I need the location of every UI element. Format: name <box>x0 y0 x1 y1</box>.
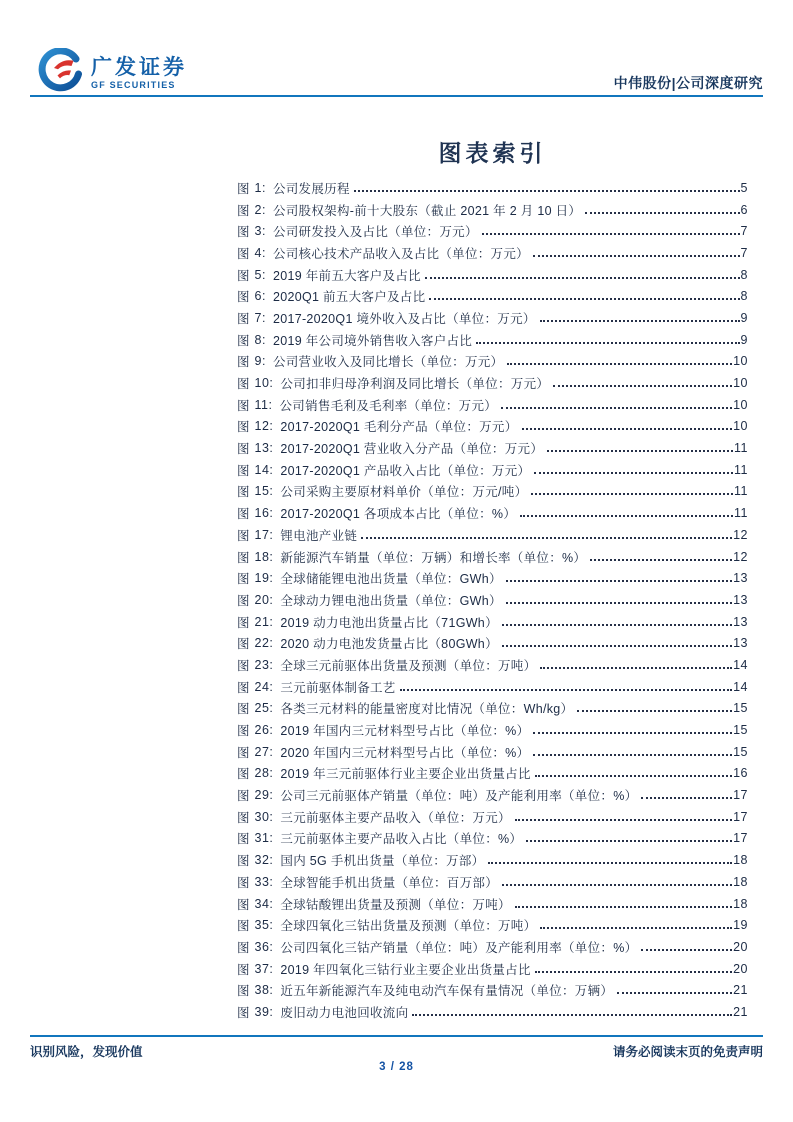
toc-entry-label: 三元前驱体制备工艺 <box>280 680 396 695</box>
toc-entry-label: 公司发展历程 <box>272 181 350 196</box>
toc-entry-page: 13 <box>733 636 748 651</box>
toc-entry-fig-word: 图 <box>237 897 250 912</box>
toc-entry-fig-word: 图 <box>237 854 250 869</box>
toc-entry-number: 39: <box>254 1004 274 1019</box>
toc-entry-number: 13: <box>254 441 274 456</box>
toc-entry-fig-word: 图 <box>237 593 250 608</box>
toc-entry-fig-word: 图 <box>237 355 250 370</box>
dot-leader <box>515 906 732 908</box>
toc-entry-label: 全球动力锂电池出货量（单位：GWh） <box>280 593 502 608</box>
toc-entry-page: 9 <box>740 310 748 325</box>
toc-entry-label: 公司核心技术产品收入及占比（单位：万元） <box>272 246 529 261</box>
toc-entry-fig-word: 图 <box>237 311 250 326</box>
toc-entry-page: 12 <box>733 549 748 564</box>
toc-entry[interactable] <box>237 242 748 264</box>
toc-entry[interactable] <box>237 914 748 936</box>
toc-entry-fig-word: 图 <box>237 528 250 543</box>
toc-entry-fig-word: 图 <box>237 377 250 392</box>
page-number: 3 / 28 <box>379 1061 414 1073</box>
toc-entry-page: 6 <box>740 202 748 217</box>
toc-entry-label: 2019 年四氧化三钴行业主要企业出货量占比 <box>280 962 531 977</box>
toc-entry[interactable] <box>237 979 748 1001</box>
toc-entry-number: 22: <box>254 636 274 651</box>
dot-leader <box>502 624 732 626</box>
toc-entry-page: 5 <box>740 180 748 195</box>
toc-entry-label: 全球三元前驱体出货量及预测（单位：万吨） <box>280 658 537 673</box>
page-title: 图表索引 <box>438 140 547 166</box>
toc-entry-number: 18: <box>254 549 274 564</box>
toc-entry-number: 27: <box>254 744 274 759</box>
toc-entry-page: 17 <box>733 788 748 803</box>
dot-leader <box>533 754 732 756</box>
toc-entry-fig-word: 图 <box>237 745 250 760</box>
toc-entry-label: 公司销售毛利及毛利率（单位：万元） <box>279 398 498 413</box>
toc-entry-fig-word: 图 <box>237 463 250 478</box>
dot-leader <box>502 645 732 647</box>
toc-entry[interactable] <box>237 459 748 481</box>
toc-entry[interactable] <box>237 329 748 351</box>
dot-leader <box>506 602 732 604</box>
toc-entry-fig-word: 图 <box>237 940 250 955</box>
toc-entry-fig-word: 图 <box>237 225 250 240</box>
toc-entry[interactable] <box>237 654 748 676</box>
toc-entry-page: 8 <box>740 289 748 304</box>
toc-entry-page: 14 <box>733 657 748 672</box>
toc-entry-label: 2019 年前五大客户及占比 <box>272 268 421 283</box>
footer-slogan: 识别风险，发现价值 <box>30 1045 143 1059</box>
toc-entry-number: 34: <box>254 896 274 911</box>
toc-entry-label: 2020 动力电池发货量占比（80GWh） <box>280 637 498 652</box>
toc-entry-page: 13 <box>733 614 748 629</box>
dot-leader <box>400 689 732 691</box>
dot-leader <box>531 493 733 495</box>
toc-entry-label: 全球四氧化三钴出货量及预测（单位：万吨） <box>280 919 537 934</box>
toc-entry-label: 2017-2020Q1 境外收入及占比（单位：万元） <box>272 311 536 326</box>
toc-entry-page: 7 <box>740 224 748 239</box>
figure-index-list <box>237 177 748 1023</box>
toc-entry-fig-word: 图 <box>237 658 250 673</box>
toc-entry-fig-word: 图 <box>237 290 250 305</box>
toc-entry-fig-word: 图 <box>237 442 250 457</box>
toc-entry-label: 全球钴酸锂出货量及预测（单位：万吨） <box>280 897 511 912</box>
dot-leader <box>501 407 732 409</box>
toc-entry-number: 10: <box>254 376 274 391</box>
toc-entry-number: 20: <box>254 592 274 607</box>
toc-entry-number: 19: <box>254 571 274 586</box>
toc-entry-number: 38: <box>254 983 274 998</box>
footer-divider <box>30 1035 763 1037</box>
toc-entry-page: 10 <box>733 376 748 391</box>
dot-leader <box>617 992 732 994</box>
toc-entry-page: 18 <box>733 874 748 889</box>
dot-leader <box>553 385 732 387</box>
toc-entry-page: 20 <box>733 939 748 954</box>
dot-leader <box>641 797 732 799</box>
dot-leader <box>425 277 740 279</box>
dot-leader <box>515 819 732 821</box>
toc-entry-page: 20 <box>733 961 748 976</box>
toc-entry-number: 14: <box>254 462 274 477</box>
dot-leader <box>354 190 740 192</box>
toc-entry-label: 2017-2020Q1 各项成本占比（单位：%） <box>280 507 517 522</box>
toc-entry-label: 国内 5G 手机出货量（单位：万部） <box>280 854 485 869</box>
toc-entry[interactable] <box>237 849 748 871</box>
toc-entry[interactable] <box>237 698 748 720</box>
toc-entry-number: 6: <box>254 289 266 304</box>
toc-entry[interactable] <box>237 611 748 633</box>
toc-entry-number: 23: <box>254 657 274 672</box>
toc-entry[interactable] <box>237 632 748 654</box>
toc-entry-label: 锂电池产业链 <box>280 528 358 543</box>
toc-entry-page: 19 <box>733 918 748 933</box>
toc-entry-page: 18 <box>733 896 748 911</box>
toc-entry[interactable] <box>237 220 748 242</box>
dot-leader <box>412 1014 732 1016</box>
dot-leader <box>429 298 739 300</box>
toc-entry-page: 21 <box>733 983 748 998</box>
dot-leader <box>522 428 733 430</box>
toc-entry-label: 2020 年国内三元材料型号占比（单位：%） <box>280 745 530 760</box>
toc-entry-page: 18 <box>733 853 748 868</box>
page-footer <box>30 1042 763 1060</box>
toc-entry-page: 9 <box>740 332 748 347</box>
gf-securities-logo <box>38 48 187 99</box>
toc-entry-fig-word: 图 <box>237 724 250 739</box>
toc-entry-number: 2: <box>254 202 266 217</box>
toc-entry[interactable] <box>237 806 748 828</box>
dot-leader <box>585 212 739 214</box>
dot-leader <box>540 667 732 669</box>
toc-entry-page: 7 <box>740 245 748 260</box>
toc-entry-label: 各类三元材料的能量密度对比情况（单位：Wh/kg） <box>280 702 574 717</box>
toc-entry-number: 33: <box>254 874 274 889</box>
toc-entry-page: 8 <box>740 267 748 282</box>
dot-leader <box>482 233 740 235</box>
logo-wordmark <box>91 57 187 90</box>
toc-entry-label: 2019 动力电池出货量占比（71GWh） <box>280 615 498 630</box>
dot-leader <box>361 537 732 539</box>
toc-entry-fig-word: 图 <box>237 810 250 825</box>
dot-leader <box>488 862 732 864</box>
toc-entry[interactable] <box>237 285 748 307</box>
toc-entry-page: 11 <box>734 462 748 477</box>
toc-entry-label: 2019 年三元前驱体行业主要企业出货量占比 <box>280 767 531 782</box>
toc-entry-fig-word: 图 <box>237 637 250 652</box>
toc-entry[interactable] <box>237 784 748 806</box>
toc-entry-fig-word: 图 <box>237 420 250 435</box>
toc-entry-label: 2017-2020Q1 营业收入分产品（单位：万元） <box>280 442 544 457</box>
toc-entry-label: 废旧动力电池回收流向 <box>280 1005 409 1020</box>
toc-entry-label: 近五年新能源汽车及纯电动汽车保有量情况（单位：万辆） <box>280 984 614 999</box>
dot-leader <box>535 971 732 973</box>
toc-entry-page: 10 <box>733 354 748 369</box>
toc-entry-label: 2019 年国内三元材料型号占比（单位：%） <box>280 724 530 739</box>
toc-entry[interactable] <box>237 936 748 958</box>
dot-leader <box>520 515 733 517</box>
toc-entry-number: 17: <box>254 527 274 542</box>
toc-entry-label: 新能源汽车销量（单位：万辆）和增长率（单位：%） <box>280 550 587 565</box>
toc-entry[interactable] <box>237 676 748 698</box>
dot-leader <box>533 732 732 734</box>
toc-entry-number: 24: <box>254 679 274 694</box>
toc-entry[interactable] <box>237 502 748 524</box>
toc-entry-page: 13 <box>733 592 748 607</box>
toc-entry-label: 公司营业收入及同比增长（单位：万元） <box>272 355 504 370</box>
toc-entry[interactable] <box>237 828 748 850</box>
toc-entry-number: 32: <box>254 853 274 868</box>
toc-entry[interactable] <box>237 351 748 373</box>
dot-leader <box>526 840 732 842</box>
toc-entry-label: 2017-2020Q1 毛利分产品（单位：万元） <box>280 420 518 435</box>
toc-entry-page: 11 <box>734 506 748 521</box>
dot-leader <box>507 363 732 365</box>
toc-entry-label: 2017-2020Q1 产品收入占比（单位：万元） <box>280 463 531 478</box>
toc-entry-page: 11 <box>734 441 748 456</box>
toc-entry-label: 全球储能锂电池出货量（单位：GWh） <box>280 572 502 587</box>
toc-entry-label: 三元前驱体主要产品收入（单位：万元） <box>280 810 511 825</box>
dot-leader <box>540 320 740 322</box>
toc-entry-number: 5: <box>254 267 266 282</box>
toc-entry-label: 全球智能手机出货量（单位：百万部） <box>280 875 499 890</box>
toc-entry-fig-word: 图 <box>237 875 250 890</box>
toc-entry-number: 8: <box>254 332 266 347</box>
dot-leader <box>534 472 733 474</box>
dot-leader <box>641 949 732 951</box>
toc-entry-fig-word: 图 <box>237 507 250 522</box>
toc-entry-number: 30: <box>254 809 274 824</box>
toc-entry[interactable] <box>237 307 748 329</box>
content-column <box>237 140 748 1023</box>
dot-leader <box>535 775 732 777</box>
dot-leader <box>540 927 732 929</box>
toc-entry[interactable] <box>237 199 748 221</box>
toc-entry-page: 10 <box>733 419 748 434</box>
toc-entry-fig-word: 图 <box>237 789 250 804</box>
toc-entry-label: 2019 年公司境外销售收入客户占比 <box>272 333 473 348</box>
toc-entry-fig-word: 图 <box>237 1005 250 1020</box>
toc-entry-number: 11: <box>254 397 273 412</box>
header-divider <box>30 95 763 97</box>
toc-entry-fig-word: 图 <box>237 268 250 283</box>
toc-entry[interactable] <box>237 1001 748 1023</box>
toc-entry[interactable] <box>237 719 748 741</box>
toc-entry-number: 16: <box>254 506 274 521</box>
toc-entry-page: 10 <box>733 397 748 412</box>
toc-entry-number: 26: <box>254 723 274 738</box>
toc-entry-fig-word: 图 <box>237 832 250 847</box>
toc-entry-number: 4: <box>254 245 266 260</box>
toc-entry-number: 36: <box>254 939 274 954</box>
toc-entry-label: 公司股权架构-前十大股东（截止 2021 年 2 月 10 日） <box>272 203 582 218</box>
toc-entry[interactable] <box>237 177 748 199</box>
footer-disclaimer-note: 请务必阅读末页的免责声明 <box>612 1045 763 1059</box>
toc-entry-number: 9: <box>254 354 266 369</box>
toc-entry[interactable] <box>237 524 748 546</box>
toc-entry-fig-word: 图 <box>237 984 250 999</box>
toc-entry[interactable] <box>237 958 748 980</box>
toc-entry-fig-word: 图 <box>237 680 250 695</box>
dot-leader <box>577 710 732 712</box>
toc-entry-number: 25: <box>254 701 274 716</box>
toc-entry-page: 14 <box>733 679 748 694</box>
toc-entry-fig-word: 图 <box>237 962 250 977</box>
toc-entry-number: 35: <box>254 918 274 933</box>
toc-entry-fig-word: 图 <box>237 203 250 218</box>
toc-entry-number: 3: <box>254 224 266 239</box>
toc-entry[interactable] <box>237 264 748 286</box>
toc-entry-label: 公司研发投入及占比（单位：万元） <box>272 225 478 240</box>
toc-entry-label: 公司扣非归母净利润及同比增长（单位：万元） <box>280 377 550 392</box>
toc-entry-label: 公司四氧化三钴产销量（单位：吨）及产能利用率（单位：%） <box>280 940 638 955</box>
toc-entry[interactable] <box>237 416 748 438</box>
report-subject: 中伟股份|公司深度研究 <box>613 75 763 91</box>
toc-entry[interactable] <box>237 481 748 503</box>
toc-entry[interactable] <box>237 546 748 568</box>
toc-entry-page: 21 <box>733 1004 748 1019</box>
toc-entry-number: 12: <box>254 419 274 434</box>
toc-entry-page: 16 <box>733 766 748 781</box>
logo-brand-en: GF SECURITIES <box>91 80 176 90</box>
toc-entry-label: 2020Q1 前五大客户及占比 <box>272 290 426 305</box>
toc-entry-fig-word: 图 <box>237 485 250 500</box>
toc-entry[interactable] <box>237 741 748 763</box>
toc-entry-fig-word: 图 <box>237 246 250 261</box>
toc-entry-number: 7: <box>254 310 266 325</box>
toc-entry-page: 12 <box>733 527 748 542</box>
toc-entry-number: 15: <box>254 484 274 499</box>
toc-entry-fig-word: 图 <box>237 767 250 782</box>
toc-entry[interactable] <box>237 437 748 459</box>
toc-entry-fig-word: 图 <box>237 702 250 717</box>
toc-entry-page: 13 <box>733 571 748 586</box>
toc-entry-fig-word: 图 <box>237 572 250 587</box>
toc-entry-page: 15 <box>733 744 748 759</box>
logo-brand-cn: 广发证券 <box>91 56 187 79</box>
toc-entry[interactable] <box>237 372 748 394</box>
toc-entry-page: 17 <box>733 809 748 824</box>
toc-entry-fig-word: 图 <box>237 398 250 413</box>
toc-entry-page: 15 <box>733 723 748 738</box>
dot-leader <box>533 255 740 257</box>
dot-leader <box>547 450 733 452</box>
toc-entry-fig-word: 图 <box>237 919 250 934</box>
toc-entry-number: 28: <box>254 766 274 781</box>
toc-entry-number: 1: <box>254 180 266 195</box>
toc-entry[interactable] <box>237 567 748 589</box>
toc-entry-page: 15 <box>733 701 748 716</box>
toc-entry[interactable] <box>237 893 748 915</box>
toc-entry-label: 公司采购主要原材料单价（单位：万元/吨） <box>280 485 528 500</box>
toc-entry-page: 17 <box>733 831 748 846</box>
toc-entry-page: 11 <box>734 484 748 499</box>
toc-entry-number: 29: <box>254 788 274 803</box>
gf-logo-icon <box>38 48 84 99</box>
toc-entry-number: 31: <box>254 831 274 846</box>
toc-entry-label: 三元前驱体主要产品收入占比（单位：%） <box>280 832 523 847</box>
toc-entry[interactable] <box>237 871 748 893</box>
toc-entry-fig-word: 图 <box>237 550 250 565</box>
toc-entry[interactable] <box>237 394 748 416</box>
dot-leader <box>506 580 732 582</box>
toc-entry-number: 37: <box>254 961 274 976</box>
toc-entry[interactable] <box>237 589 748 611</box>
dot-leader <box>502 884 732 886</box>
toc-entry[interactable] <box>237 763 748 785</box>
toc-entry-label: 公司三元前驱体产销量（单位：吨）及产能利用率（单位：%） <box>280 789 638 804</box>
dot-leader <box>476 342 739 344</box>
toc-entry-number: 21: <box>254 614 274 629</box>
toc-entry-fig-word: 图 <box>237 615 250 630</box>
dot-leader <box>590 559 732 561</box>
toc-entry-fig-word: 图 <box>237 333 250 348</box>
page-header <box>38 48 763 99</box>
toc-entry-fig-word: 图 <box>237 181 250 196</box>
